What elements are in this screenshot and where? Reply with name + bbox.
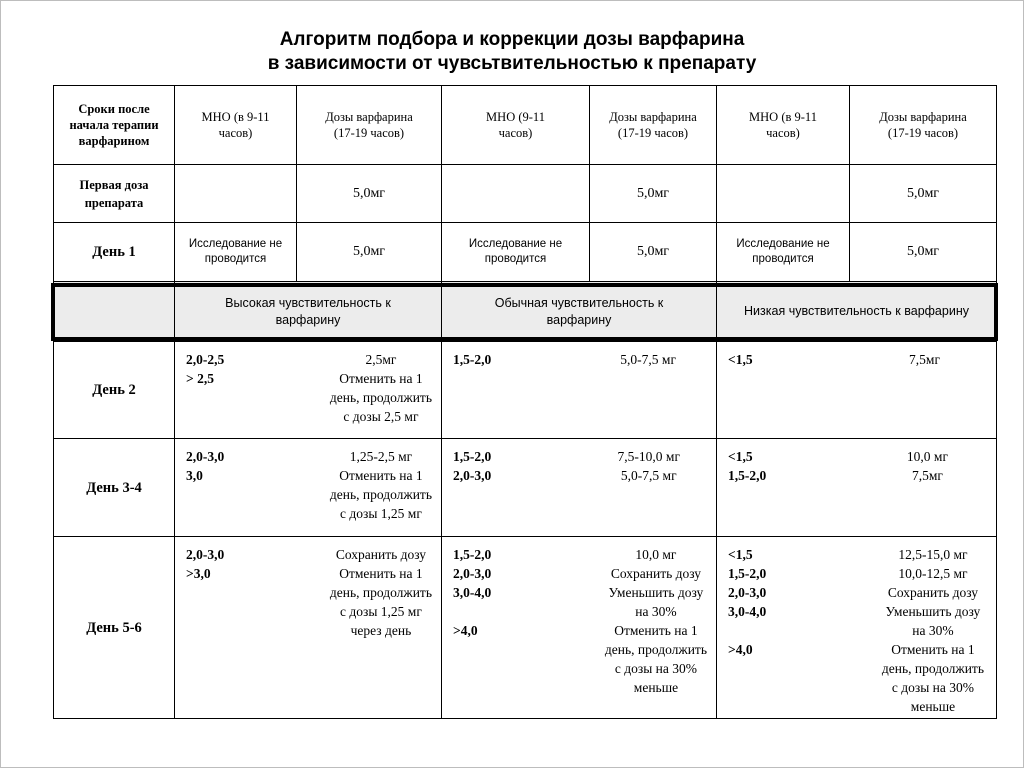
day34-low-mno: <1,5 1,5-2,0	[728, 449, 767, 483]
day56-normal-dose: 10,0 мг Сохранить дозу Уменьшить дозу на 30% Отменить на 1 день, продолжить с дозы на 30% меньше	[604, 547, 707, 695]
day1-label: День 1	[54, 223, 175, 282]
day34-normal-cell	[442, 439, 717, 537]
day2-row	[54, 342, 997, 439]
day1-row	[54, 223, 997, 282]
day56-normal-mno: 1,5-2,0 2,0-3,0 3,0-4,0 >4,0	[453, 547, 492, 638]
day2-normal-cell	[442, 342, 717, 439]
title-line-1: Алгоритм подбора и коррекции дозы варфарина	[279, 29, 745, 50]
header-mno-2: МНО (9-11 часов)	[442, 86, 590, 165]
day2-low-dose: 7,5мг	[909, 352, 940, 367]
day56-high-mno: 2,0-3,0 >3,0	[186, 547, 225, 581]
header-time-cell: Сроки после начала терапии варфарином	[54, 86, 175, 165]
first-dose-row	[54, 165, 997, 223]
sensitivity-blank	[54, 282, 175, 342]
day34-high-cell	[175, 439, 442, 537]
day2-low-mno: <1,5	[728, 352, 753, 367]
day2-high-cell	[175, 342, 442, 439]
first-dose-mno-2	[442, 165, 590, 223]
day56-low-cell	[717, 537, 997, 719]
day2-normal-dose: 5,0-7,5 мг	[620, 352, 676, 367]
day34-low-dose: 10,0 мг 7,5мг	[906, 449, 948, 483]
header-dose-3: Дозы варфарина (17-19 часов)	[850, 86, 997, 165]
day56-normal-cell	[442, 537, 717, 719]
day1-mno-2: Исследование не проводится	[442, 223, 590, 282]
day1-dose-1: 5,0мг	[297, 223, 442, 282]
day2-normal-mno: 1,5-2,0	[453, 352, 492, 367]
day34-high-mno: 2,0-3,0 3,0	[186, 449, 225, 483]
header-mno-1: МНО (в 9-11 часов)	[175, 86, 297, 165]
sensitivity-low: Низкая чувствительность к варфарину	[717, 282, 997, 342]
day2-low-cell	[717, 342, 997, 439]
day34-row	[54, 439, 997, 537]
first-dose-mno-1	[175, 165, 297, 223]
first-dose-value-3: 5,0мг	[850, 165, 997, 223]
sensitivity-high: Высокая чувствительность к варфарину	[175, 282, 442, 342]
title-line-2: в зависимости от чувсьтвительностью к препарату	[267, 53, 757, 74]
day34-normal-dose: 7,5-10,0 мг 5,0-7,5 мг	[617, 449, 680, 483]
day56-row	[54, 537, 997, 719]
header-dose-2: Дозы варфарина (17-19 часов)	[590, 86, 717, 165]
warfarin-dosing-table	[53, 85, 997, 719]
day56-high-dose: Сохранить дозу Отменить на 1 день, продолжить с дозы 1,25 мг через день	[329, 547, 432, 638]
day34-low-cell	[717, 439, 997, 537]
day1-mno-1: Исследование не проводится	[175, 223, 297, 282]
first-dose-value-1: 5,0мг	[297, 165, 442, 223]
first-dose-mno-3	[717, 165, 850, 223]
day56-low-dose: 12,5-15,0 мг 10,0-12,5 мг Сохранить дозу Уменьшить дозу на 30% Отменить на 1 день, продолжить с дозы на 30% меньше	[881, 547, 984, 714]
header-mno-3: МНО (в 9-11 часов)	[717, 86, 850, 165]
day2-high-dose: 2,5мг Отменить на 1 день, продолжить с дозы 2,5 мг	[329, 352, 432, 424]
day56-label: День 5-6	[54, 537, 175, 719]
day56-low-mno: <1,5 1,5-2,0 2,0-3,0 3,0-4,0 >4,0	[728, 547, 767, 657]
day1-dose-3: 5,0мг	[850, 223, 997, 282]
day1-mno-3: Исследование не проводится	[717, 223, 850, 282]
sensitivity-row	[54, 282, 997, 342]
header-row	[54, 86, 997, 165]
page-title	[0, 28, 1024, 76]
day56-high-cell	[175, 537, 442, 719]
day1-dose-2: 5,0мг	[590, 223, 717, 282]
day34-label: День 3-4	[54, 439, 175, 537]
first-dose-label: Первая доза препарата	[54, 165, 175, 223]
day2-label: День 2	[54, 342, 175, 439]
first-dose-value-2: 5,0мг	[590, 165, 717, 223]
header-dose-1: Дозы варфарина (17-19 часов)	[297, 86, 442, 165]
day2-high-mno: 2,0-2,5 > 2,5	[186, 352, 225, 386]
day34-normal-mno: 1,5-2,0 2,0-3,0	[453, 449, 492, 483]
day34-high-dose: 1,25-2,5 мг Отменить на 1 день, продолжить с дозы 1,25 мг	[329, 449, 432, 521]
sensitivity-normal: Обычная чувствительность к варфарину	[442, 282, 717, 342]
